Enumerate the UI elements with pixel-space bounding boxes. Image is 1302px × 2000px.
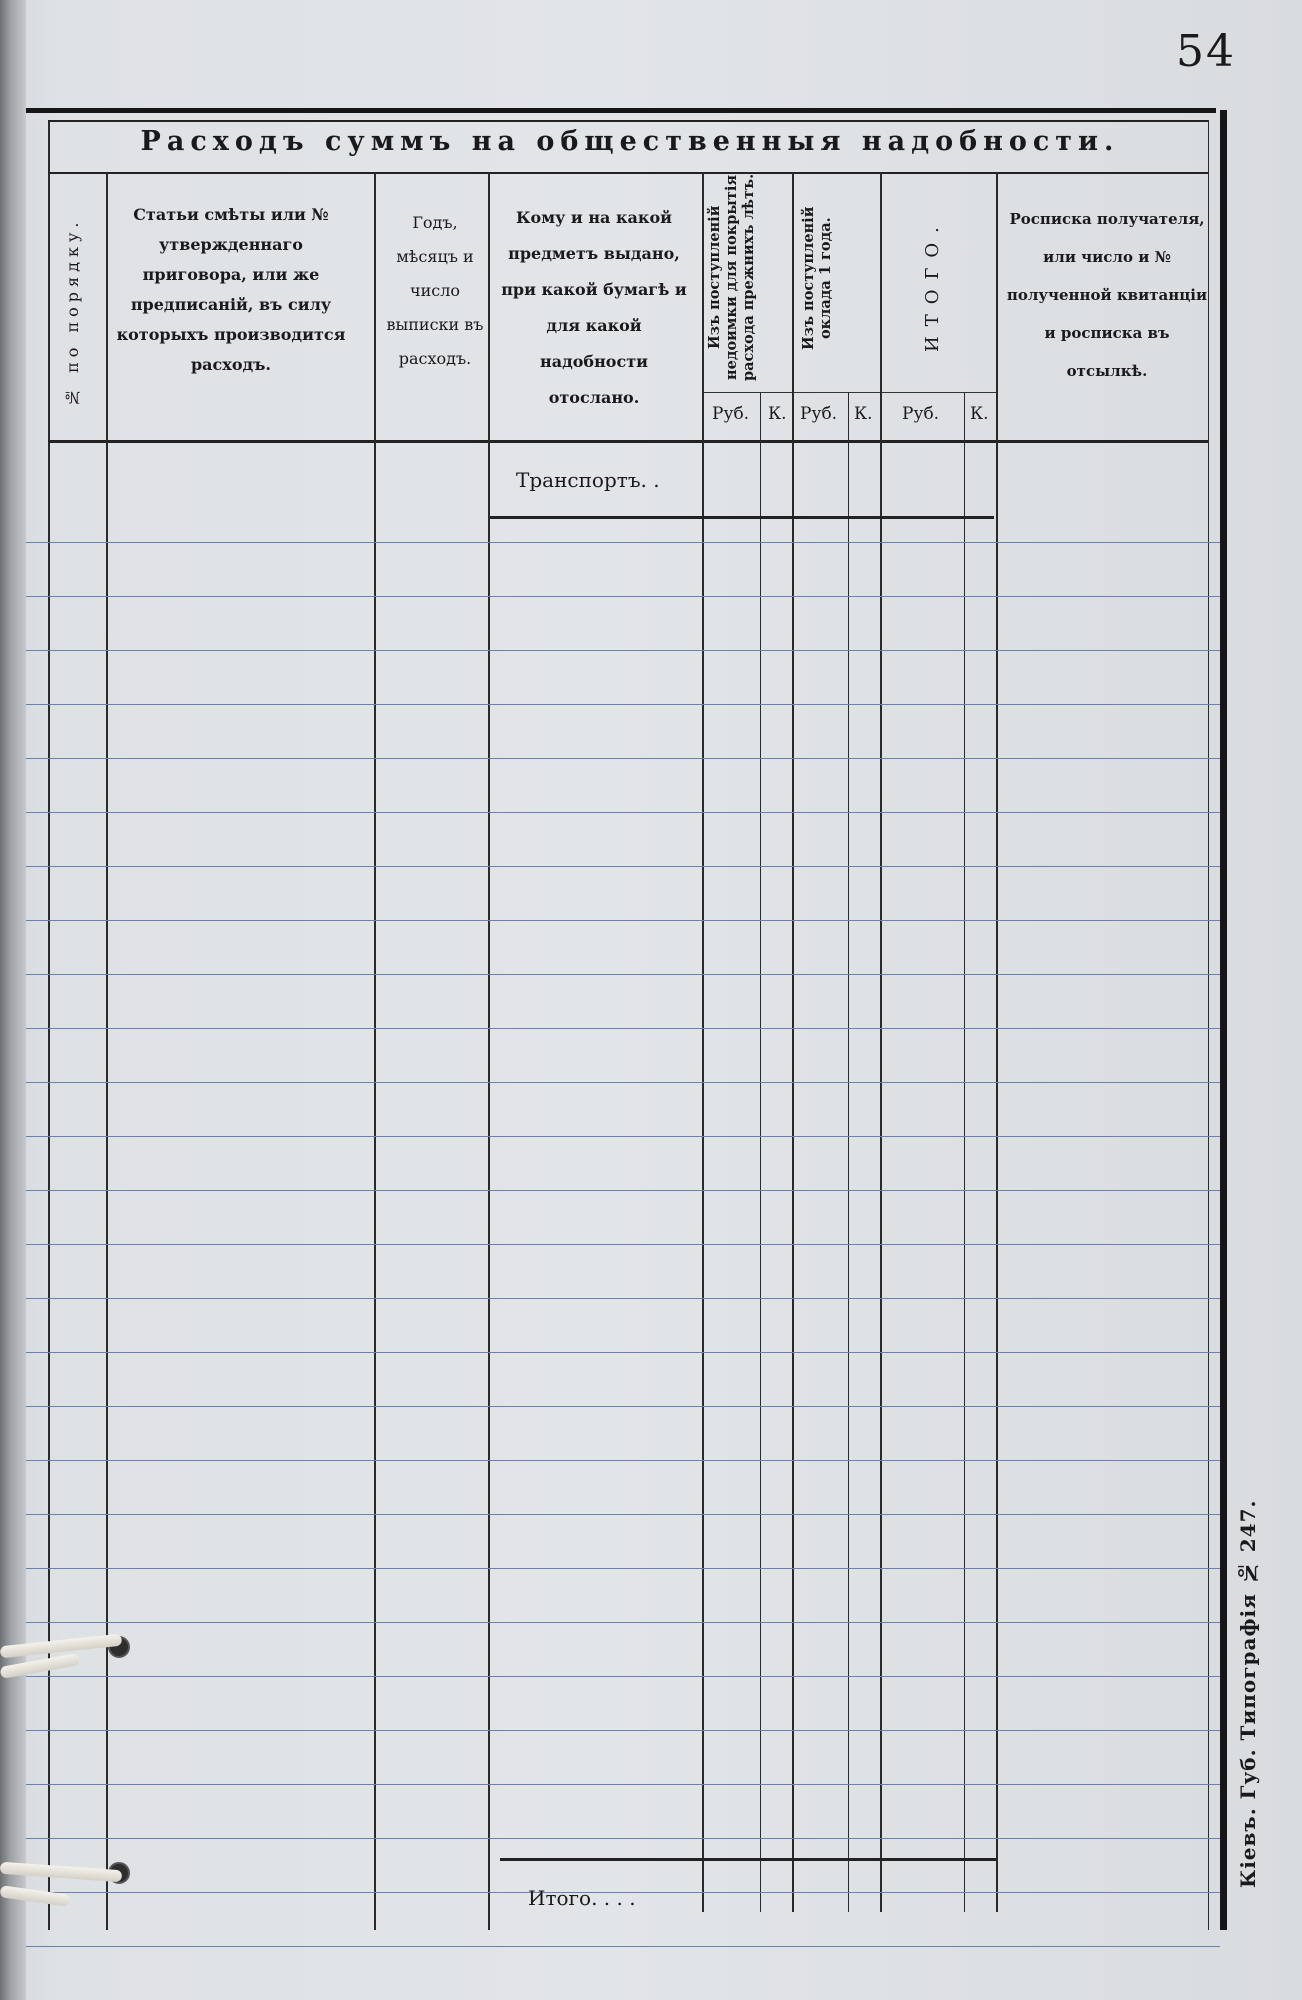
header-current: Изъ поступленій оклада 1 года.: [800, 206, 834, 350]
ruled-line: [26, 1784, 1220, 1785]
ruled-line: [26, 1244, 1220, 1245]
ruled-line: [26, 812, 1220, 813]
ruled-line: [26, 1190, 1220, 1191]
ruled-line: [26, 1298, 1220, 1299]
col-line-4: [702, 172, 704, 1912]
title-bottom-line: [48, 172, 1208, 174]
col-line-5: [760, 392, 761, 1912]
ruled-line: [26, 1838, 1220, 1839]
col-line-9: [964, 392, 965, 1912]
header-bottom-line: [48, 440, 1208, 443]
ruled-line: [26, 1352, 1220, 1353]
frame-top: [26, 108, 1216, 113]
ruled-line: [26, 1082, 1220, 1083]
col-line-8: [880, 172, 882, 1912]
binding-edge: [0, 0, 26, 2000]
ruled-line: [26, 920, 1220, 921]
col-line-6: [792, 172, 794, 1912]
ruled-line: [26, 974, 1220, 975]
col-line-7: [848, 392, 849, 1912]
frame-right: [1220, 110, 1227, 1930]
unit-kop-3: К.: [970, 404, 989, 424]
header-date: Годъ, мѣсяцъ и число выписки въ расходъ.: [386, 213, 484, 368]
ruled-line: [26, 1460, 1220, 1461]
header-receipt: Росписка получателя, или число и № полученной квитанціи и росписка въ отсылкѣ.: [1006, 210, 1208, 380]
col-line-3: [488, 172, 490, 1930]
unit-rub-1: Руб.: [712, 404, 750, 424]
col-line-1: [106, 172, 108, 1930]
total-label: Итого. . . .: [528, 1886, 636, 1910]
units-top-line: [702, 392, 996, 393]
header-total: ИТОГО.: [922, 217, 943, 352]
table-title: Расходъ суммъ на общественныя надобности.: [140, 126, 1120, 157]
transport-underline: [490, 516, 994, 519]
header-arrears: Изъ поступленій недоимки для покрытія расхода прежнихъ лѣтъ.: [706, 173, 757, 381]
page-number: 54: [1176, 26, 1236, 77]
ruled-line: [26, 1676, 1220, 1677]
ruled-line: [26, 1028, 1220, 1029]
header-article: Статьи смѣты или № утвержденнаго приговора, или же предписаній, въ силу которыхъ производится расходъ.: [116, 205, 346, 374]
ruled-line: [26, 542, 1220, 543]
ruled-line: [26, 1136, 1220, 1137]
ruled-line: [26, 866, 1220, 867]
unit-kop-1: К.: [768, 404, 787, 424]
transport-label: Транспортъ. .: [516, 468, 660, 492]
ruled-line: [26, 1514, 1220, 1515]
total-overline: [500, 1858, 996, 1861]
header-recipient: Кому и на какой предметъ выдано, при какой бумагѣ и для какой надобности отослано.: [501, 208, 687, 407]
unit-rub-3: Руб.: [902, 404, 940, 424]
printer-imprint: Кіевъ. Губ. Типографія № 247.: [1236, 1500, 1260, 1889]
col-line-10: [996, 172, 998, 1912]
ruled-line: [26, 1568, 1220, 1569]
ruled-line: [26, 1622, 1220, 1623]
col-line-2: [374, 172, 376, 1930]
ruled-line: [26, 1730, 1220, 1731]
ruled-line: [26, 704, 1220, 705]
frame-inner-right-line: [1208, 120, 1209, 1930]
ruled-line: [26, 1406, 1220, 1407]
title-top-line: [48, 120, 1208, 122]
ruled-line: [26, 1946, 1220, 1947]
unit-kop-2: К.: [854, 404, 873, 424]
ruled-line: [26, 758, 1220, 759]
header-number: № по порядку.: [63, 217, 82, 407]
ruled-line: [26, 650, 1220, 651]
unit-rub-2: Руб.: [800, 404, 838, 424]
ruled-line: [26, 596, 1220, 597]
